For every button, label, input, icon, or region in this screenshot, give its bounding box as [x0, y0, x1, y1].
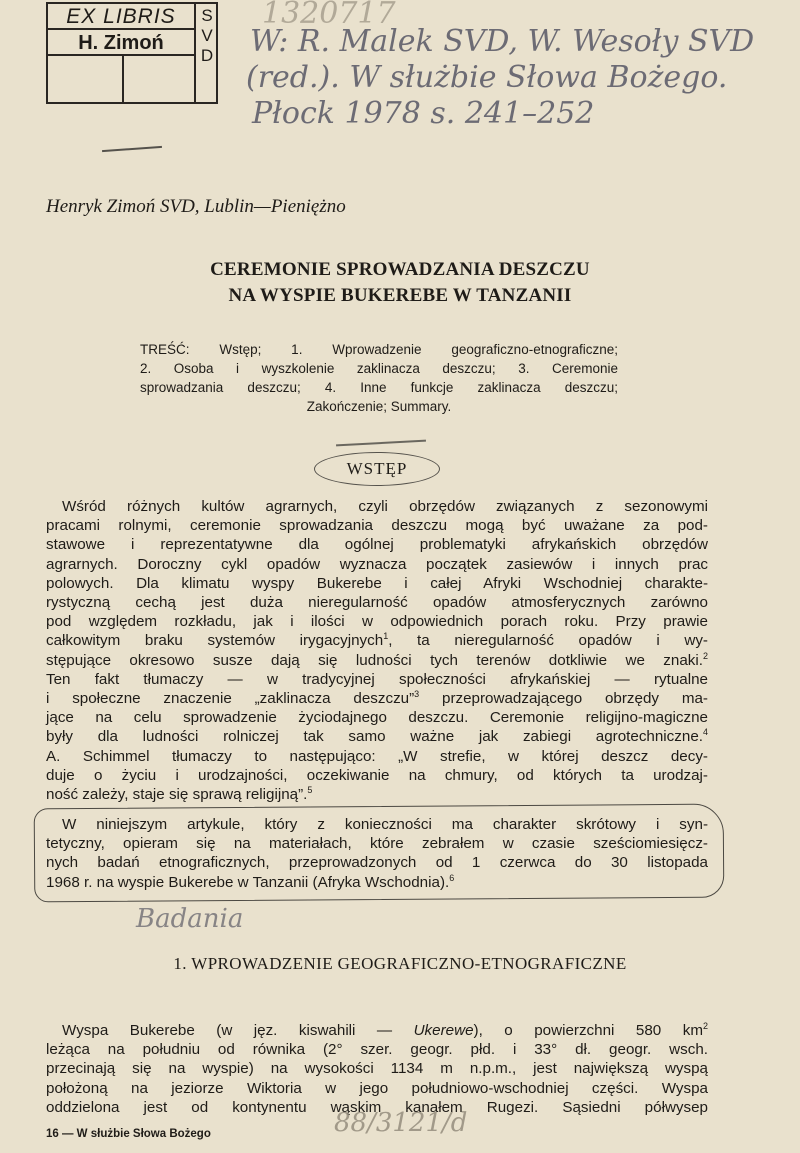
table-of-contents: TREŚĆ: Wstęp; 1. Wprowadzenie geograficzno-etnograficzne; 2. Osoba i wyszkolenie zaklinacza deszczu; 3. Ceremonie sprowadzania deszczu; 4. Inne funkcje zaklinacza deszczu; Zakończenie; Summary. [140, 342, 618, 414]
scope-paragraph: W niniejszym artykule, który z konieczności ma charakter skrótowy i syn- tetyczny, opieram się na materiałach, które zebrałem w czasie sześciomiesięcz- nych badań etnograficznych, przeprowadzonych od 1 czerwca do 30 listopada 1968 r. na wyspie Bukerebe w Tanzanii (Afryka Wschodnia).$^6$ [46, 816, 708, 891]
handwritten-margin-note: Badania [136, 904, 244, 934]
footnote-ref: 6 [449, 872, 455, 883]
handwritten-shelf-number: 88/3121/d [334, 1108, 468, 1138]
intro-paragraph: Wśród różnych kultów agrarnych, czyli obrzędów związanych z sezonowymi pracami rolnymi, ceremonie sprowadzania deszczu mogą być uważane za pod- stawowe i reprezentatywne dla ogólnej problematyki afrykańskich obrzędów agrarnych. Doroczny cykl opadów wyznacza początek zasiewów i innych prac polowych. Dla klimatu wyspy Bukerebe i całej Afryki Wschodniej charakte- rystyczną cechą jest duża nieregularność opadów atmosferycznych zarówno pod względem rozkładu, jak i ilości w odpowiednich porach roku. Przy prawie całkowitym braku systemów irygacyjnych$^1$, ta nieregularność opadów i wy- stępujące okresowo susze dają się ludności tych terenów dotkliwie we znaki.$^2$ Ten fakt tłumaczy — w tradycyjnej społeczności afrykańskiej — rytualne i społeczne znaczenie „zaklinacza deszczu”$^3$ przeprowadzającego obrzędy ma- jące na celu sprowadzenie życiodajnego deszczu. Ceremonie religijno-magiczne były dla ludności rolniczej tak samo ważne jak zabiegi agrotechniczne.$^4$ A. Schimmel tłumaczy to następująco: „W strefie, w której deszcz decy- duje o życiu i urodzajności, oczekiwanie na chmury, od których ta urodzaj- ność zależy, staje się sprawą religijną”.$^5$ [46, 498, 708, 804]
article-title-line-1: CEREMONIE SPROWADZANIA DESZCZU [210, 259, 590, 280]
section-heading-1: 1. WPROWADZENIE GEOGRAFICZNO-ETNOGRAFICZNE [173, 954, 627, 973]
article-title-line-2: NA WYSPIE BUKEREBE W TANZANII [228, 285, 572, 306]
page-footer: 16 — W służbie Słowa Bożego [46, 1128, 211, 1140]
stamp-svd: S V D [200, 6, 214, 65]
handwritten-citation-line-2: (red.). W służbie Słowa Bożego. [246, 60, 728, 95]
handwritten-catalog-number: 1320717 [262, 0, 396, 31]
stamp-ex-libris: EX LIBRIS [48, 4, 194, 30]
ex-libris-stamp [46, 2, 218, 104]
handwritten-dash [102, 146, 162, 152]
footnote-ref: 2 [702, 650, 708, 661]
section-heading-wstep: WSTĘP [314, 452, 440, 486]
footnote-ref: 1 [383, 631, 389, 642]
stamp-side-divider [194, 4, 196, 102]
handwritten-citation-line-3: Płock 1978 s. 241–252 [252, 96, 595, 131]
footnote-ref: 4 [702, 727, 708, 738]
stamp-owner-name: H. Zimoń [48, 30, 194, 56]
author-line: Henryk Zimoń SVD, Lublin—Pieniężno [46, 196, 346, 217]
geography-paragraph: Wyspa Bukerebe (w jęz. kiswahili — Ukerewe), o powierzchni 580 $km^2$ leżąca na południu od równika (2° szer. geogr. płd. i 33° dł. geogr. wsch. przecinają się na wyspie) na wysokości 1134 m n.p.m., jest największą wyspą położoną na jeziorze Wiktoria w jego południowo-wschodniej części. Wyspa oddzielona jest od kontynentu wąskim kanałem Rugezi. Sąsiedni półwysep [46, 1020, 708, 1116]
handwritten-citation-line-1: W: R. Malek SVD, W. Wesoły SVD [250, 24, 755, 59]
pencil-mark [336, 440, 426, 447]
footnote-ref: 5 [307, 784, 313, 795]
stamp-divider [122, 56, 124, 102]
footnote-ref: 3 [414, 688, 420, 699]
